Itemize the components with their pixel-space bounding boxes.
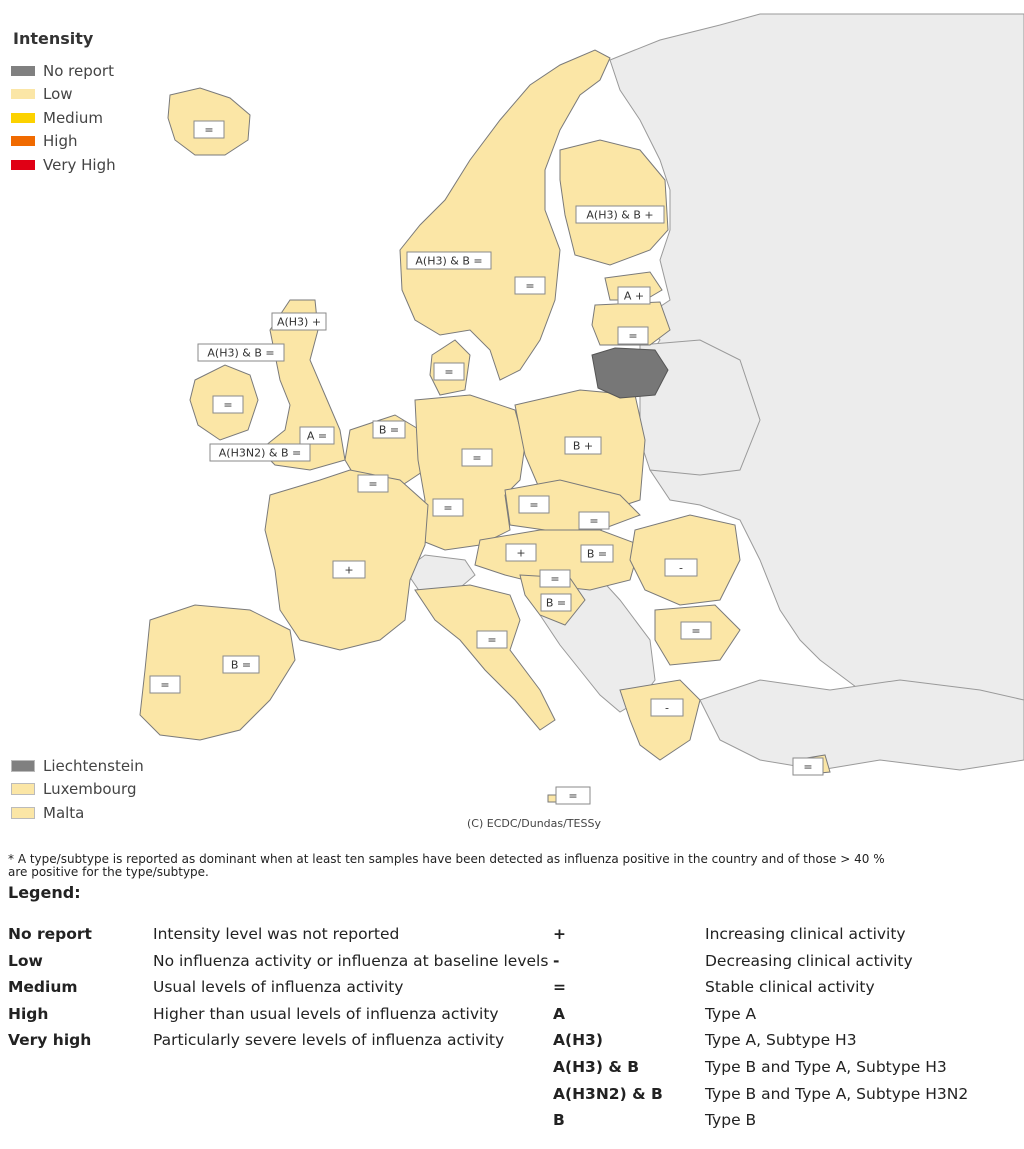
country-label-text: A(H3) & B =: [207, 346, 275, 360]
country-label-text: B =: [586, 547, 608, 561]
description: Intensity level was not reported: [153, 925, 400, 943]
country-label-text: =: [803, 760, 813, 774]
description: No influenza activity or influenza at baseline levels: [153, 951, 549, 970]
country-label: [373, 421, 405, 438]
country-label-text: =: [443, 501, 453, 515]
country-label: [433, 499, 463, 516]
country-label-text: A(H3) +: [276, 315, 322, 329]
country-label-text: =: [589, 514, 599, 528]
country-label-text: B =: [378, 423, 400, 437]
term: Very high: [8, 1031, 92, 1050]
country-label: [213, 396, 243, 413]
country-label: [194, 121, 224, 138]
country-label: [579, 512, 609, 529]
legend-item: [11, 59, 116, 83]
country-label: [541, 594, 571, 611]
map-region-germany: [415, 395, 525, 550]
country-label-text: +: [516, 546, 526, 560]
country-label: [506, 544, 536, 561]
small-state-label: Malta: [43, 803, 85, 822]
country-label: [556, 787, 590, 804]
country-label-text: =: [487, 633, 497, 647]
country-label: [618, 327, 648, 344]
country-label: [651, 699, 683, 716]
legend-label: Low: [43, 85, 73, 104]
country-label: [540, 570, 570, 587]
legend-swatch-high: [11, 136, 35, 146]
intensity-descriptions: [153, 921, 548, 1054]
country-label-text: +: [344, 563, 354, 577]
country-label: [519, 496, 549, 513]
country-label: [793, 758, 823, 775]
term: A(H3) & B: [553, 1057, 640, 1076]
country-label-text: =: [204, 123, 214, 137]
intensity-legend: [11, 59, 116, 177]
country-label: [407, 252, 491, 269]
country-label: [333, 561, 365, 578]
country-label: [565, 437, 601, 454]
country-label-text: =: [568, 789, 578, 803]
map-region-lithuania: [592, 348, 668, 398]
symbol-terms: [553, 921, 663, 1134]
map-region-greece: [620, 680, 700, 760]
term: B: [553, 1111, 565, 1130]
country-label: [210, 444, 310, 461]
country-label-text: =: [472, 451, 482, 465]
legend-title: Intensity: [13, 29, 94, 48]
country-label-text: =: [160, 678, 170, 692]
legend-label: Very High: [43, 155, 116, 174]
small-state-item: [11, 754, 144, 778]
description: Usual levels of influenza activity: [153, 978, 404, 997]
term: A(H3N2) & B: [553, 1084, 663, 1103]
description: Higher than usual levels of influenza activity: [153, 1004, 499, 1023]
legend-swatch-very-high: [11, 160, 35, 170]
country-label: [434, 363, 464, 380]
intensity-terms: [8, 921, 92, 1054]
country-label-text: =: [444, 365, 454, 379]
country-label-text: B +: [572, 439, 594, 453]
description: Type A: [705, 1004, 757, 1023]
country-label-text: A +: [623, 289, 645, 303]
map-region-finland: [560, 140, 668, 265]
small-state-label: Liechtenstein: [43, 756, 144, 775]
legend-label: No report: [43, 61, 114, 80]
country-label-text: =: [628, 329, 638, 343]
term: A: [553, 1004, 565, 1023]
legend-item: [11, 106, 116, 130]
country-label: [223, 656, 259, 673]
description: Type B: [705, 1111, 757, 1130]
country-label-text: A(H3) & B =: [415, 254, 483, 268]
country-label-text: =: [223, 398, 233, 412]
country-label-text: A =: [306, 429, 328, 443]
swatch-luxembourg: [11, 783, 35, 795]
term: No report: [8, 925, 92, 943]
country-label-text: B =: [545, 596, 567, 610]
small-state-item: [11, 778, 144, 802]
legend-swatch-low: [11, 89, 35, 99]
description: Stable clinical activity: [705, 978, 875, 997]
description: Particularly severe levels of influenza activity: [153, 1031, 505, 1050]
country-label-text: =: [691, 624, 701, 638]
country-label-text: -: [665, 701, 669, 715]
symbol-descriptions: [705, 921, 968, 1134]
country-label: [681, 622, 711, 639]
country-label-text: B =: [230, 658, 252, 672]
term: =: [553, 978, 566, 997]
country-label: [462, 449, 492, 466]
country-label: [358, 475, 388, 492]
legend-label: Medium: [43, 108, 103, 127]
description: Increasing clinical activity: [705, 925, 906, 943]
country-label: [477, 631, 507, 648]
description: Type A, Subtype H3: [705, 1031, 857, 1050]
term: -: [553, 951, 560, 970]
legend-label: High: [43, 132, 78, 151]
country-label: [515, 277, 545, 294]
country-label: [618, 287, 650, 304]
footnote: * A type/subtype is reported as dominant when at least ten samples have been detected as influenza positive in the country and of those > 40 % are positive for the type/subtype.: [8, 852, 885, 879]
country-label-text: =: [529, 498, 539, 512]
country-label: [198, 344, 284, 361]
country-label-text: =: [368, 477, 378, 491]
description: Type B and Type A, Subtype H3N2: [705, 1084, 969, 1103]
copyright: (C) ECDC/Dundas/TESSy: [467, 817, 601, 830]
term: A(H3): [553, 1031, 603, 1050]
legend-item: [11, 130, 116, 154]
country-label-text: A(H3) & B +: [586, 208, 654, 222]
country-label: [665, 559, 697, 576]
legend-swatch-medium: [11, 113, 35, 123]
country-label: [576, 206, 664, 223]
map-region-turkey: [700, 680, 1024, 770]
country-label-text: =: [550, 572, 560, 586]
term: Low: [8, 951, 43, 970]
term: +: [553, 925, 566, 943]
swatch-liechtenstein: [11, 760, 35, 772]
country-label: [300, 427, 334, 444]
description: Type B and Type A, Subtype H3: [705, 1057, 947, 1076]
country-label-text: =: [525, 279, 535, 293]
description: Decreasing clinical activity: [705, 951, 913, 970]
map-region-france: [265, 470, 428, 650]
map-region-iberia: [140, 605, 295, 740]
term: High: [8, 1004, 49, 1023]
legend-swatch-no-report: [11, 66, 35, 76]
country-label: [150, 676, 180, 693]
small-states-legend: [11, 754, 144, 825]
country-label: [272, 313, 326, 330]
country-label: [581, 545, 613, 562]
term: Medium: [8, 978, 78, 997]
small-state-item: [11, 801, 144, 825]
legend-item: [11, 153, 116, 177]
legend-table-title: Legend:: [8, 883, 81, 902]
legend-item: [11, 83, 116, 107]
country-label-text: A(H3N2) & B =: [218, 446, 302, 460]
small-state-label: Luxembourg: [43, 780, 137, 799]
country-label-text: -: [679, 561, 683, 575]
swatch-malta: [11, 807, 35, 819]
